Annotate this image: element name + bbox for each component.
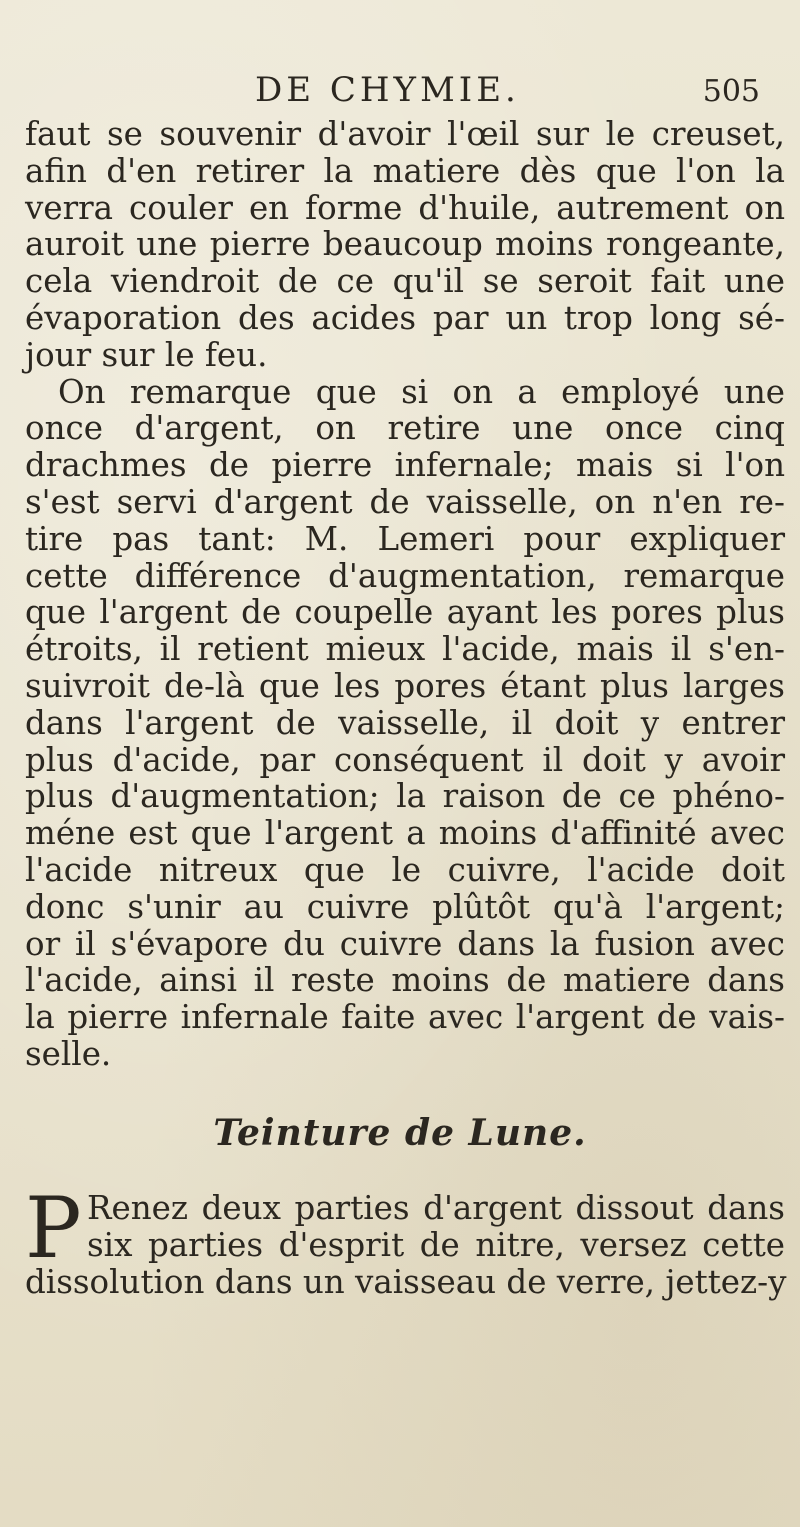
text-line: drachmes de pierre infernale; mais si l'on — [25, 446, 785, 485]
text-line: méne est que l'argent a moins d'affinité avec — [25, 814, 785, 853]
text-line: que l'argent de coupelle ayant les pores plus — [25, 593, 785, 632]
text-line: plus d'augmentation; la raison de ce phéno- — [25, 777, 785, 816]
text-line: plus d'acide, par conséquent il doit y avoir — [25, 740, 785, 779]
section-paragraph — [25, 1179, 787, 1301]
text-line: afin d'en retirer la matiere dès que l'on la — [25, 151, 785, 190]
text-line: tire pas tant: M. Lemeri pour expliquer — [25, 519, 785, 558]
text-line: dissolution dans un vaisseau de verre, jettez-y — [25, 1262, 787, 1301]
text-line: la pierre infernale faite avec l'argent de vais- — [25, 998, 785, 1037]
page-number: 505 — [702, 74, 760, 109]
running-head — [0, 70, 800, 110]
text-line: évaporation des acides par un trop long sé- — [25, 298, 785, 337]
text-line: or il s'évapore du cuivre dans la fusion avec — [25, 924, 785, 963]
running-title: DE CHYMIE. — [255, 70, 520, 110]
text-line: verra couler en forme d'huile, autrement on — [25, 188, 785, 227]
text-line: selle. — [25, 1034, 112, 1073]
text-line: six parties d'esprit de nitre, versez cette — [87, 1225, 785, 1264]
text-line: Renez deux parties d'argent dissout dans — [87, 1189, 785, 1227]
text-line: cela viendroit de ce qu'il se seroit fait une — [25, 262, 785, 301]
section-heading: Teinture de Lune. — [213, 1112, 587, 1154]
text-line: s'est servi d'argent de vaisselle, on n'en re- — [25, 482, 785, 521]
text-line: donc s'unir au cuivre plûtôt qu'à l'argent; — [25, 887, 785, 926]
text-line: jour sur le feu. — [25, 335, 268, 374]
text-line: auroit une pierre beaucoup moins rongeante, — [25, 225, 785, 264]
text-line: l'acide nitreux que le cuivre, l'acide doit — [25, 850, 785, 889]
text-line: once d'argent, on retire une once cinq — [25, 409, 785, 448]
text-line: faut se souvenir d'avoir l'œil sur le creuset, — [25, 115, 785, 153]
text-line: On remarque que si on a employé une — [58, 372, 785, 411]
text-line: cette différence d'augmentation, remarque — [25, 556, 785, 595]
text-line: dans l'argent de vaisselle, il doit y entrer — [25, 703, 785, 742]
text-line: l'acide, ainsi il reste moins de matiere dans — [25, 961, 785, 1000]
drop-cap: P — [25, 1179, 82, 1277]
text-line: suivroit de-là que les pores étant plus larges — [25, 666, 785, 705]
text-line: étroits, il retient mieux l'acide, mais il s'en- — [25, 630, 785, 669]
body-text — [25, 116, 785, 1073]
